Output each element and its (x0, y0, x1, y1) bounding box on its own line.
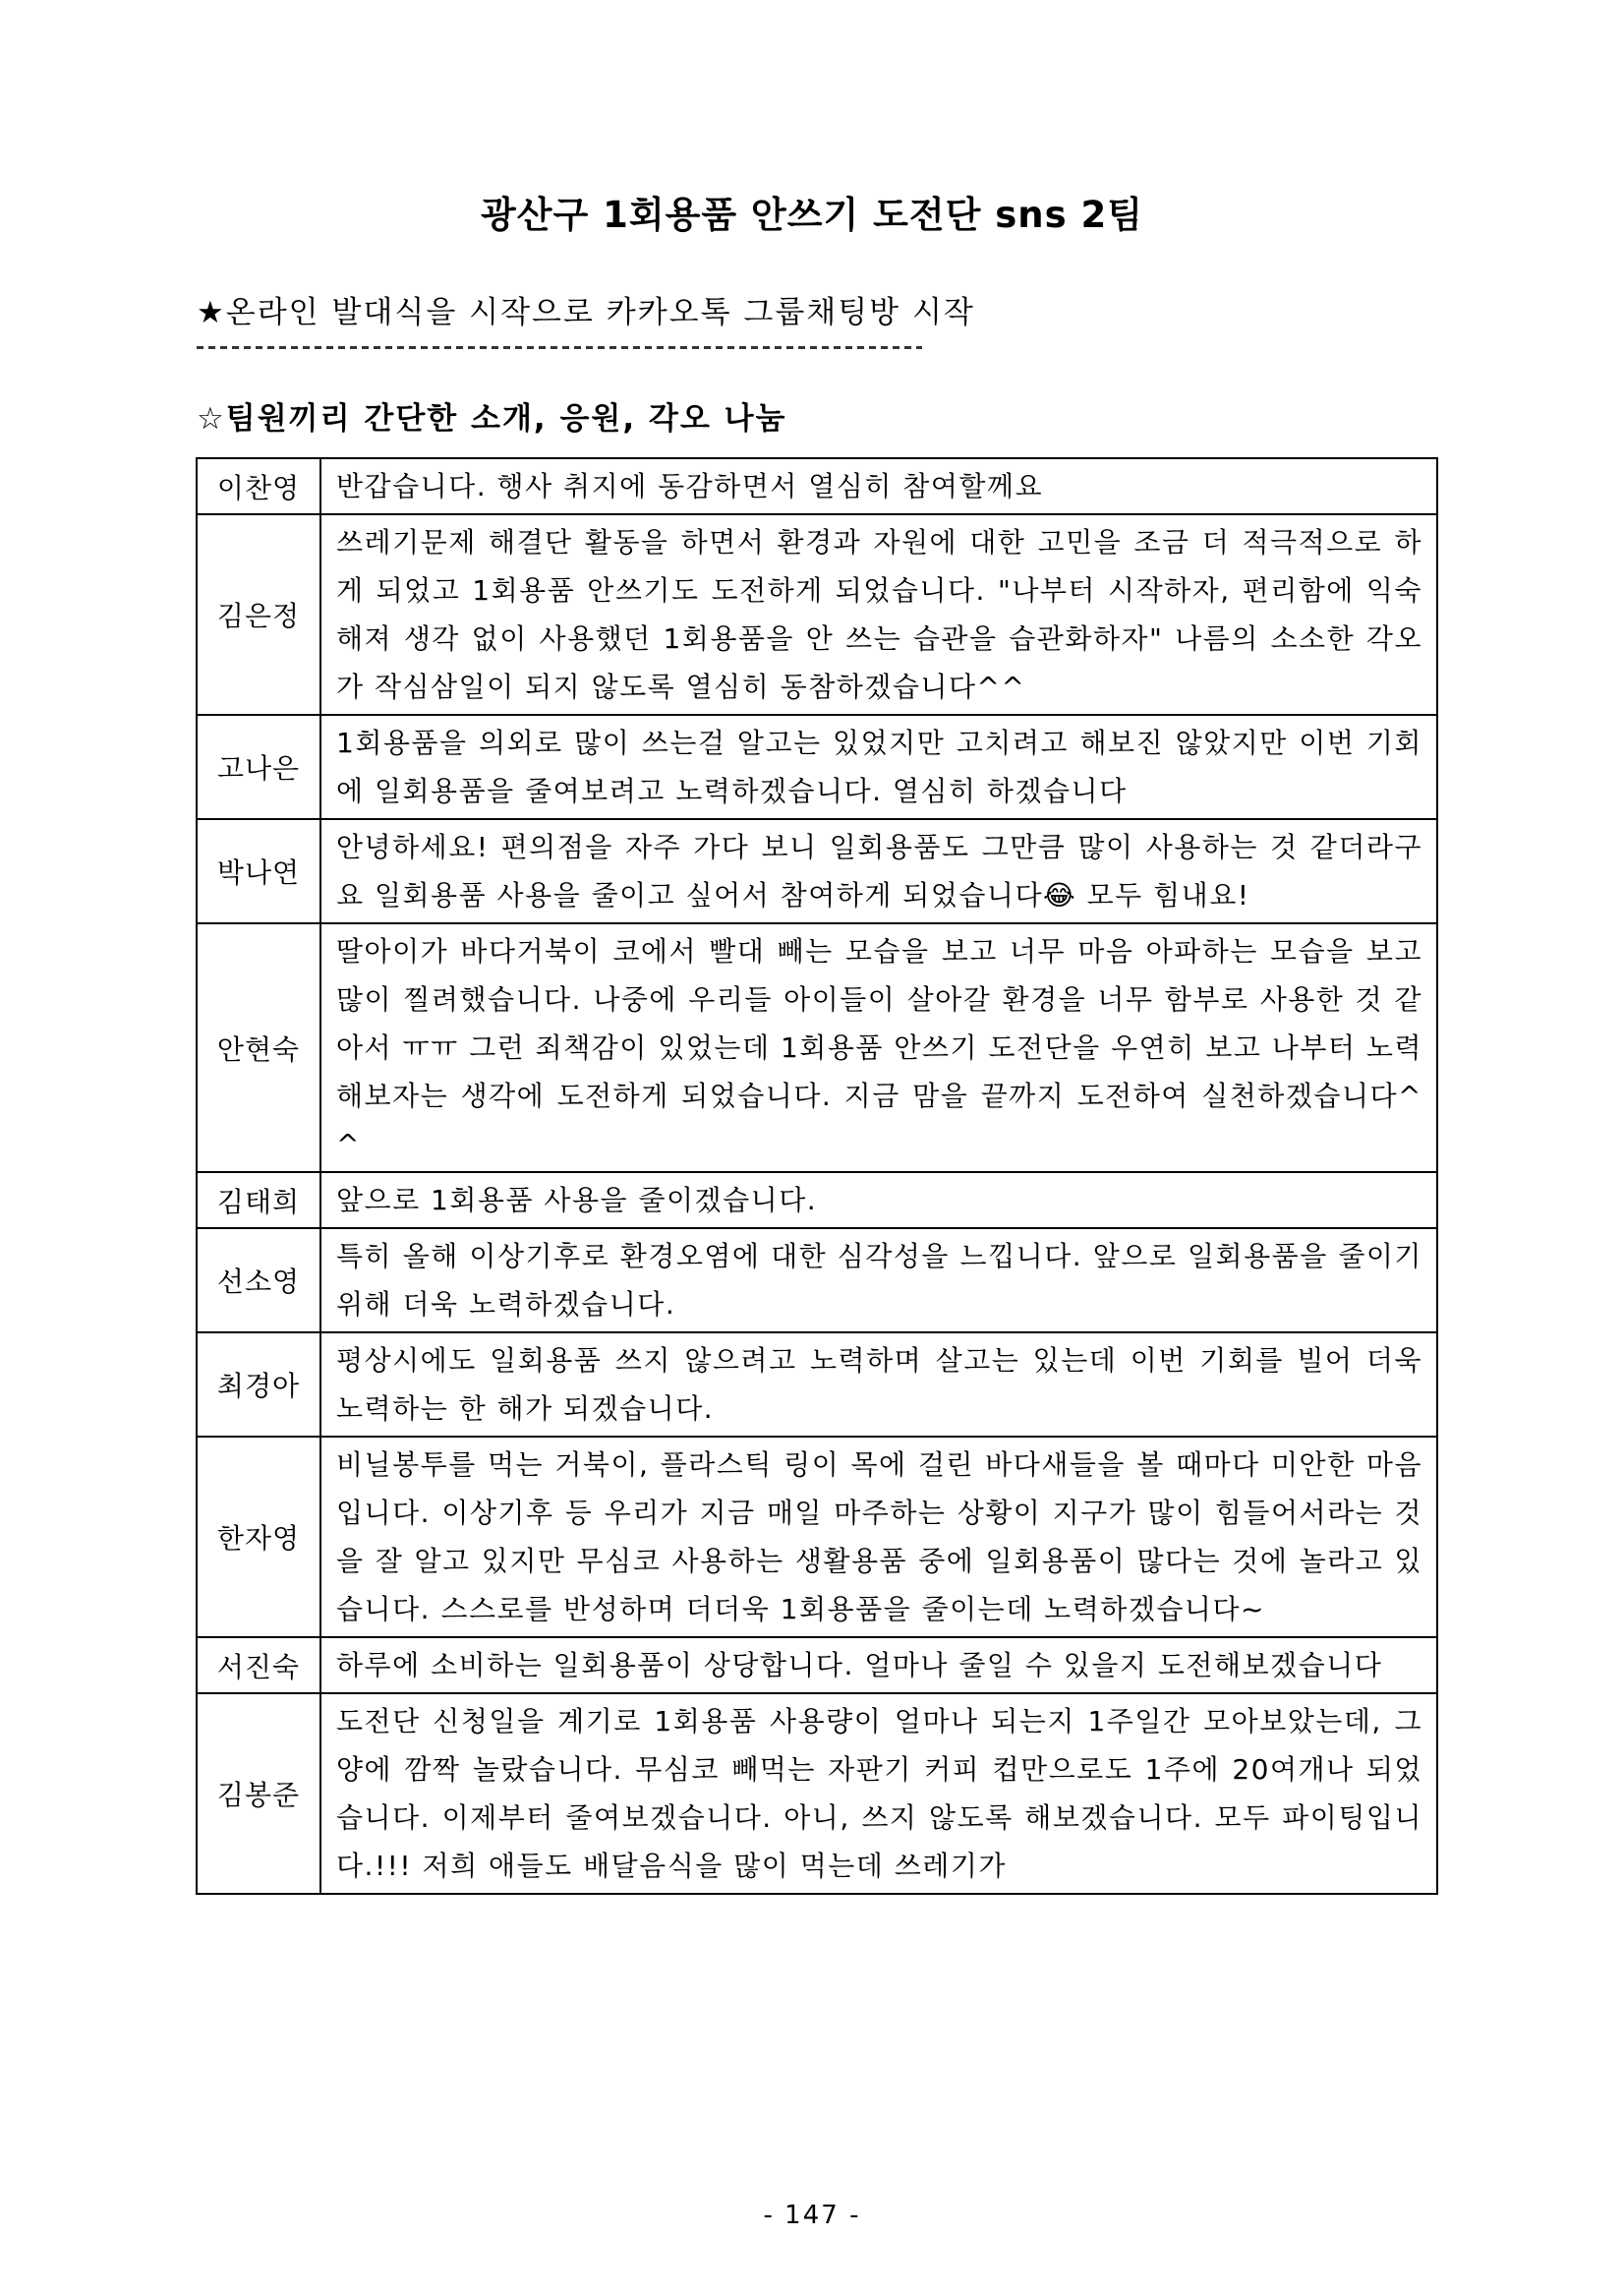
member-name: 박나연 (197, 819, 320, 923)
member-introduction-table (196, 457, 1438, 1895)
table-row (197, 819, 1437, 923)
table-row (197, 923, 1437, 1172)
member-message: 안녕하세요! 편의점을 자주 가다 보니 일회용품도 그만큼 많이 사용하는 것 같더라구요 일회용품 사용을 줄이고 싶어서 참여하게 되었습니다😂 모두 힘내요! (320, 819, 1437, 923)
section-heading: ☆팀원끼리 간단한 소개, 응원, 각오 나눔 (197, 401, 787, 437)
table-row (197, 1693, 1437, 1894)
member-message: 도전단 신청일을 계기로 1회용품 사용량이 얼마나 되는지 1주일간 모아보았는데, 그 양에 깜짝 놀랐습니다. 무심코 빼먹는 자판기 커피 컵만으로도 1주에 20여개나 되었습니다. 이제부터 줄여보겠습니다. 아니, 쓰지 않도록 해보겠습니다. 모두 파이팅입니다.!!! 저희 애들도 배달음식을 많이 먹는데 쓰레기가 (320, 1693, 1437, 1894)
member-message: 1회용품을 의외로 많이 쓰는걸 알고는 있었지만 고치려고 해보진 않았지만 이번 기회에 일회용품을 줄여보려고 노력하겠습니다. 열심히 하겠습니다 (320, 715, 1437, 819)
member-name: 안현숙 (197, 923, 320, 1172)
table-row (197, 1637, 1437, 1693)
member-name: 김은정 (197, 514, 320, 715)
table-row (197, 1172, 1437, 1228)
member-name: 한자영 (197, 1437, 320, 1637)
member-message: 비닐봉투를 먹는 거북이, 플라스틱 링이 목에 걸린 바다새들을 볼 때마다 미안한 마음입니다. 이상기후 등 우리가 지금 매일 마주하는 상황이 지구가 많이 힘들어서라는 것을 잘 알고 있지만 무심코 사용하는 생활용품 중에 일회용품이 많다는 것에 놀라고 있습니다. 스스로를 반성하며 더더욱 1회용품을 줄이는데 노력하겠습니다~ (320, 1437, 1437, 1637)
table-row (197, 1437, 1437, 1637)
member-message: 쓰레기문제 해결단 활동을 하면서 환경과 자원에 대한 고민을 조금 더 적극적으로 하게 되었고 1회용품 안쓰기도 도전하게 되었습니다. "나부터 시작하자, 편리함에 익숙해져 생각 없이 사용했던 1회용품을 안 쓰는 습관을 습관화하자" 나름의 소소한 각오가 작심삼일이 되지 않도록 열심히 동참하겠습니다^^ (320, 514, 1437, 715)
member-name: 김봉준 (197, 1693, 320, 1894)
table-row (197, 1332, 1437, 1437)
member-name: 선소영 (197, 1228, 320, 1332)
member-message: 특히 올해 이상기후로 환경오염에 대한 심각성을 느낍니다. 앞으로 일회용품을 줄이기 위해 더욱 노력하겠습니다. (320, 1228, 1437, 1332)
intro-line: ★온라인 발대식을 시작으로 카카오톡 그룹채팅방 시작 (197, 295, 975, 330)
member-name: 이찬영 (197, 458, 320, 514)
table-row (197, 715, 1437, 819)
member-name: 김태희 (197, 1172, 320, 1228)
dashed-divider (197, 346, 922, 349)
member-message: 딸아이가 바다거북이 코에서 빨대 빼는 모습을 보고 너무 마음 아파하는 모습을 보고 많이 찔려했습니다. 나중에 우리들 아이들이 살아갈 환경을 너무 함부로 사용한 것 같아서 ㅠㅠ 그런 죄책감이 있었는데 1회용품 안쓰기 도전단을 우연히 보고 나부터 노력해보자는 생각에 도전하게 되었습니다. 지금 맘을 끝까지 도전하여 실천하겠습니다^^ (320, 923, 1437, 1172)
member-message: 반갑습니다. 행사 취지에 동감하면서 열심히 참여할께요 (320, 458, 1437, 514)
table-row (197, 1228, 1437, 1332)
table-row (197, 458, 1437, 514)
table-row (197, 514, 1437, 715)
page-number: - 147 - (763, 2201, 861, 2230)
member-name: 서진숙 (197, 1637, 320, 1693)
member-name: 고나은 (197, 715, 320, 819)
member-message: 평상시에도 일회용품 쓰지 않으려고 노력하며 살고는 있는데 이번 기회를 빌어 더욱 노력하는 한 해가 되겠습니다. (320, 1332, 1437, 1437)
page-title: 광산구 1회용품 안쓰기 도전단 sns 2팀 (481, 194, 1143, 236)
member-message: 앞으로 1회용품 사용을 줄이겠습니다. (320, 1172, 1437, 1228)
member-name: 최경아 (197, 1332, 320, 1437)
member-message: 하루에 소비하는 일회용품이 상당합니다. 얼마나 줄일 수 있을지 도전해보겠습니다 (320, 1637, 1437, 1693)
